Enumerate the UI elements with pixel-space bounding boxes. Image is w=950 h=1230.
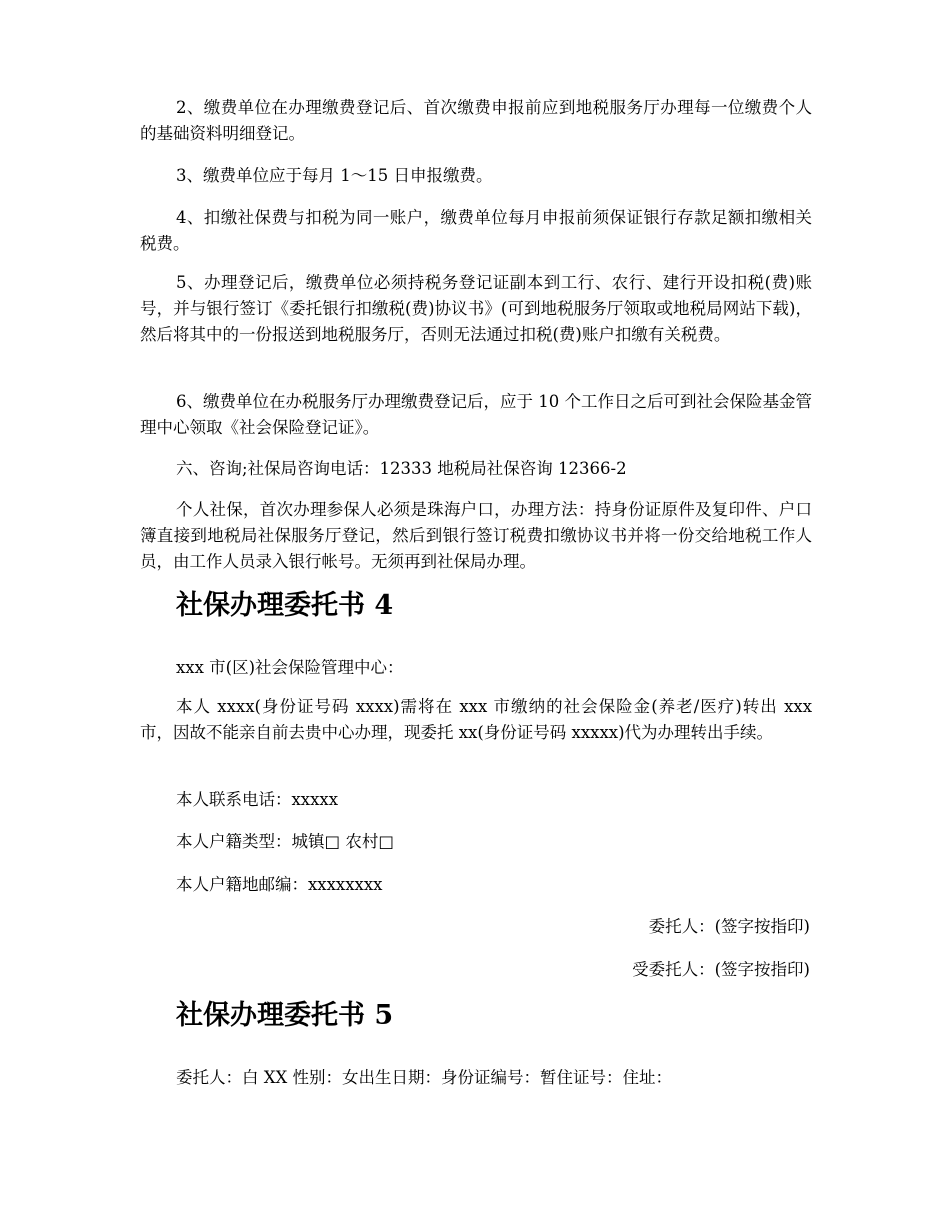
personal-insurance-paragraph: 个人社保，首次办理参保人必须是珠海户口，办理方法：持身份证原件及复印件、户口簿直接到地税局社保服务厅登记，然后到银行签订税费扣缴协议书并将一份交给地税工作人员，由工作人员录入银行帐号。无须再到社保局办理。: [140, 500, 812, 571]
contact-phone-line: 本人联系电话：xxxxx: [176, 790, 339, 809]
section-4-title: 社保办理委托书 4: [176, 590, 394, 621]
consultation-line: 六、咨询;社保局咨询电话：12333 地税局社保咨询 12366-2: [176, 459, 627, 478]
hukou-type-line: 本人户籍类型：城镇□ 农村□: [176, 832, 394, 851]
paragraph-item-5: 5、办理登记后，缴费单位必须持税务登记证副本到工行、农行、建行开设扣税(费)账号，并与银行签订《委托银行扣缴税(费)协议书》(可到地税服务厅领取或地税局网站下载)，然后将其中的一份报送到地税服务厅，否则无法通过扣税(费)账户扣缴有关税费。: [140, 273, 812, 344]
section-5-title: 社保办理委托书 5: [176, 1000, 394, 1031]
paragraph-item-6: 6、缴费单位在办税服务厅办理缴费登记后，应于 10 个工作日之后可到社会保险基金管理中心领取《社会保险登记证》。: [140, 392, 812, 437]
paragraph-item-3: 3、缴费单位应于每月 1～15 日申报缴费。: [176, 166, 493, 185]
paragraph-item-2: 2、缴费单位在办理缴费登记后、首次缴费申报前应到地税服务厅办理每一位缴费个人的基础资料明细登记。: [140, 98, 812, 143]
principal-signature-line: 委托人：(签字按指印): [648, 917, 810, 936]
transfer-request-paragraph: 本人 xxxx(身份证号码 xxxx)需将在 xxx 市缴纳的社会保险金(养老/医疗)转出 xxx 市，因故不能亲自前去贵中心办理，现委托 xx(身份证号码 xxxxx)代为办理转出手续。: [140, 697, 812, 742]
agent-signature-line: 受委托人：(签字按指印): [632, 960, 810, 979]
postcode-line: 本人户籍地邮编：xxxxxxxx: [176, 875, 383, 894]
paragraph-item-4: 4、扣缴社保费与扣税为同一账户，缴费单位每月申报前须保证银行存款足额扣缴相关税费。: [140, 208, 812, 253]
addressee-line: xxx 市(区)社会保险管理中心：: [176, 658, 404, 677]
principal-info-line: 委托人：白 XX 性别：女出生日期：身份证编号：暂住证号：住址：: [176, 1068, 672, 1087]
